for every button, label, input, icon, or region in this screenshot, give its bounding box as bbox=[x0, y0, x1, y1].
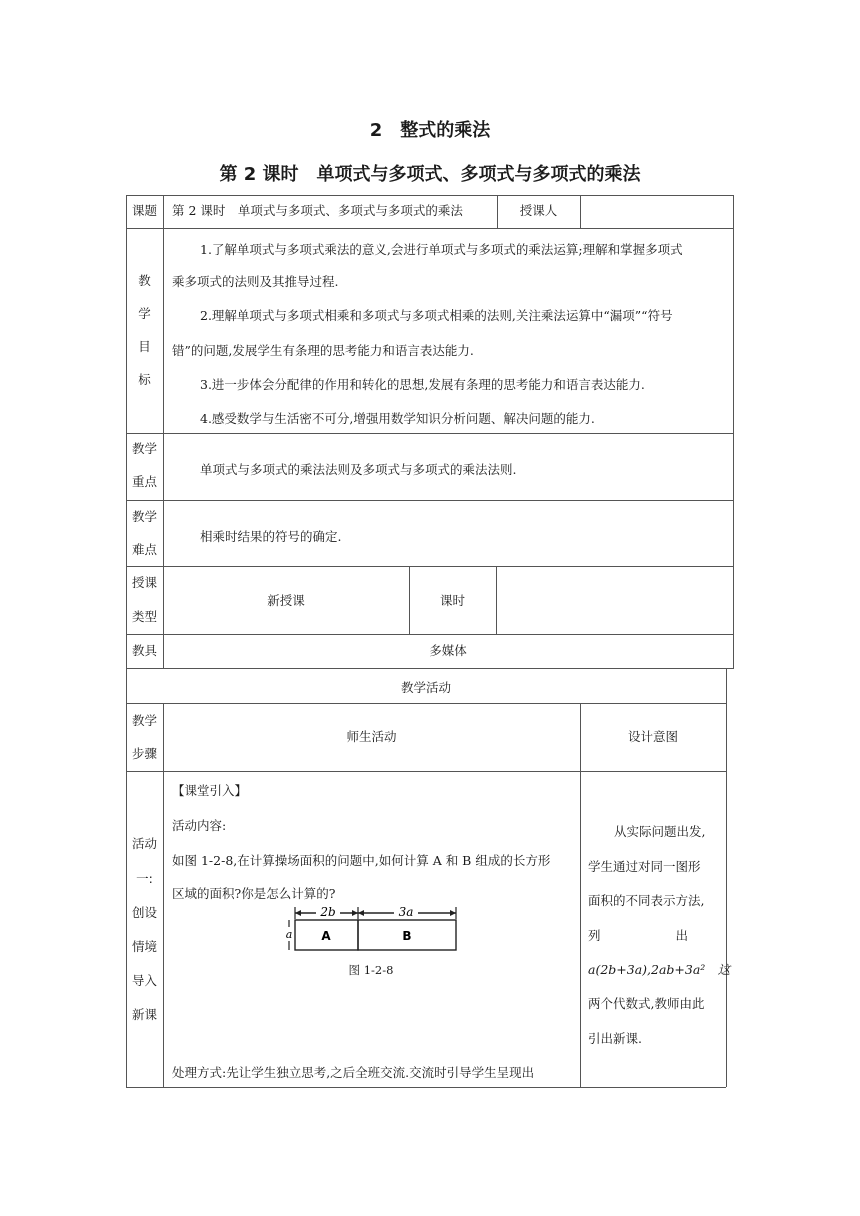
goal-line: 3.进一步体会分配律的作用和转化的思想,发展有条理的思考能力和语言表达能力. bbox=[200, 377, 645, 392]
difficulty-text: 相乘时结果的符号的确定. bbox=[200, 529, 342, 544]
area-figure bbox=[280, 902, 462, 960]
lesson-subtitle: 第 2 课时 单项式与多项式、多项式与多项式的乘法 bbox=[219, 164, 641, 185]
col-intent: 设计意图 bbox=[627, 729, 678, 744]
key-text: 单项式与多项式的乘法法则及多项式与多项式的乘法法则. bbox=[200, 462, 517, 477]
topic-label: 课题 bbox=[131, 203, 157, 218]
content-label: 活动内容: bbox=[172, 818, 227, 833]
row1-label-4: 情境 bbox=[131, 939, 157, 954]
goal-line: 错”的问题,发展学生有条理的思考能力和语言表达能力. bbox=[172, 343, 474, 358]
label-a: a bbox=[285, 928, 293, 941]
type-label-2: 类型 bbox=[131, 609, 157, 624]
method-line: 处理方式:先让学生独立思考,之后全班交流.交流时引导学生呈现出 bbox=[172, 1065, 535, 1080]
content-line: 如图 1-2-8,在计算操场面积的问题中,如何计算 A 和 B 组成的长方形 bbox=[172, 853, 551, 868]
goals-label-2: 学 bbox=[138, 306, 151, 321]
goal-line: 2.理解单项式与多项式相乘和多项式与多项式相乘的法则,关注乘法运算中“漏项”“符号 bbox=[200, 308, 673, 323]
row1-label-1: 活动 bbox=[131, 836, 157, 851]
figure-caption: 图 1-2-8 bbox=[348, 963, 394, 977]
tools-value: 多媒体 bbox=[429, 643, 467, 658]
content-line: 区域的面积?你是怎么计算的? bbox=[172, 886, 336, 901]
section-tag: 【课堂引入】 bbox=[172, 783, 248, 798]
goal-line: 1.了解单项式与多项式乘法的意义,会进行单项式与多项式的乘法运算;理解和掌握多项式 bbox=[200, 242, 683, 257]
goals-label-1: 教 bbox=[138, 273, 151, 288]
topic-value: 第 2 课时 单项式与多项式、多项式与多项式的乘法 bbox=[172, 203, 463, 218]
row1-label-2: 一: bbox=[136, 871, 153, 886]
hours-label: 课时 bbox=[439, 593, 465, 608]
intent-line: 面积的不同表示方法, bbox=[588, 893, 705, 908]
activity-header: 教学活动 bbox=[400, 680, 451, 695]
key-label-2: 重点 bbox=[131, 474, 157, 489]
goal-line: 乘多项式的法则及其推导过程. bbox=[172, 274, 339, 289]
tools-label: 教具 bbox=[131, 643, 157, 658]
steps-label-1: 教学 bbox=[131, 713, 157, 728]
goal-line: 4.感受数学与生活密不可分,增强用数学知识分析问题、解决问题的能力. bbox=[200, 411, 595, 426]
difficulty-label-2: 难点 bbox=[131, 542, 157, 557]
type-value: 新授课 bbox=[267, 593, 305, 608]
goals-label-3: 目 bbox=[138, 339, 151, 354]
intent-line: 列 出 bbox=[588, 928, 689, 943]
rect-a-label: A bbox=[321, 929, 331, 943]
intent-line: 学生通过对同一图形 bbox=[588, 859, 701, 874]
steps-label-2: 步骤 bbox=[131, 746, 157, 761]
intent-line: a(2b+3a),2ab+3a² 这 bbox=[588, 962, 731, 977]
key-label-1: 教学 bbox=[131, 441, 157, 456]
teacher-label: 授课人 bbox=[519, 203, 558, 218]
row1-label-5: 导入 bbox=[131, 973, 157, 988]
lesson-title: 2 整式的乘法 bbox=[369, 120, 491, 141]
row1-label-6: 新课 bbox=[131, 1007, 157, 1022]
rect-b-label: B bbox=[402, 929, 412, 943]
label-2b: 2b bbox=[320, 905, 336, 919]
row1-label-3: 创设 bbox=[131, 905, 157, 920]
goals-label-4: 标 bbox=[138, 372, 151, 387]
intent-line: 引出新课. bbox=[588, 1031, 642, 1046]
intent-line: 两个代数式,教师由此 bbox=[588, 996, 705, 1011]
intent-line: 从实际问题出发, bbox=[614, 824, 706, 839]
label-3a: 3a bbox=[398, 905, 414, 919]
difficulty-label-1: 教学 bbox=[131, 509, 157, 524]
type-label-1: 授课 bbox=[131, 575, 157, 590]
col-activity: 师生活动 bbox=[346, 729, 397, 744]
